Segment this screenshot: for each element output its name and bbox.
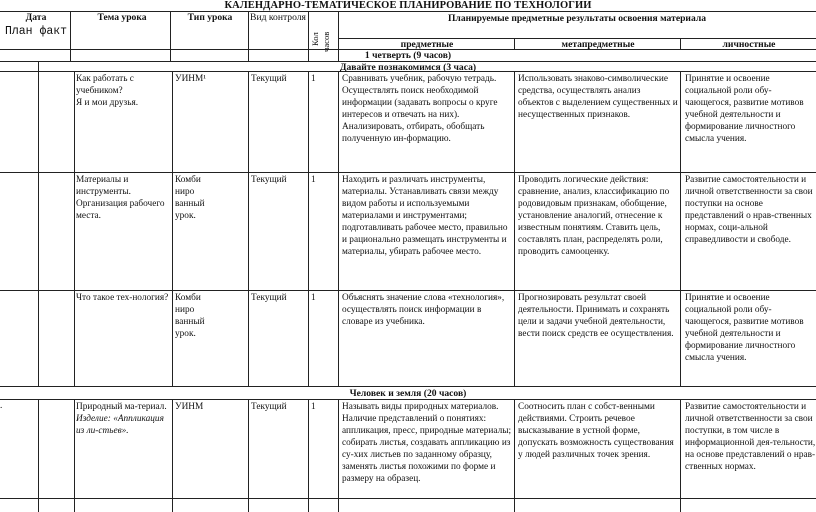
- row-topic: [76, 401, 171, 437]
- row-personal: Развитие самостоятельности и личной ответственности за свои поступки, в том числе в информационной дея-тельности, на основе представлений о нрав-ственных нормах.: [685, 402, 816, 472]
- row-topic: Материалы и инструменты. Организация рабочего места.: [76, 175, 167, 221]
- row-control: Текущий: [251, 175, 287, 185]
- row-topic-item-label: Изделие:: [76, 414, 111, 424]
- row-lesson-type: Комби ниро ванный урок.: [175, 175, 205, 221]
- header-meta-results: метапредметные: [561, 39, 635, 50]
- header-lesson-type: Тип урока: [187, 12, 233, 23]
- row-topic: Что такое тех-нология?: [76, 293, 169, 303]
- row-meta: Прогнозировать результат своей деятельности. Принимать и сохранять цели и задачи учебной деятельности, вести поиск средств ее осуществления.: [518, 293, 674, 339]
- row-subject: Называть виды природных материалов. Наличие представлений о понятиях: аппликация, пресс, природные материалы; собирать листья, создавать аппликацию из су-хих листьев по заданному образцу, заменять листья похожими по форме и размеру на образец.: [342, 402, 512, 484]
- row-number: .: [0, 401, 3, 411]
- row-meta: Проводить логические действия: сравнение, анализ, классификацию по родовидовым признакам, обобщение, установление аналогий, отнесение к известным понятиям. Ставить цель, составлять план, распределять роли, проводить самооценку.: [518, 175, 670, 257]
- row-personal: Принятие и освоение социальной роли обу-чающегося, развитие мотивов учебной деятельности и формирование личностного смысла учения.: [685, 74, 804, 144]
- header-date: Дата: [25, 12, 47, 23]
- header-hours-line2: часов: [321, 31, 331, 52]
- row-subject: Сравнивать учебник, рабочую тетрадь. Осуществлять поиск необходимой информации (задавать вопросы о круге интересов и отвечать на них). Анализировать, отбирать, обобщать полученную ин-формацию.: [342, 74, 498, 144]
- section-quarter: 1 четверть (9 часов): [364, 50, 452, 61]
- row-subject: Объяснять значение слова «технология», осуществлять поиск информации в словаре из учебника.: [342, 293, 505, 327]
- row-hours: 1: [311, 175, 316, 185]
- header-personal-results: личностные: [722, 39, 776, 50]
- row-personal: Принятие и освоение социальной роли обу-чающегося, развитие мотивов учебной деятельности и формирование личностного смысла учения.: [685, 293, 804, 363]
- row-subject: Находить и различать инструменты, материалы. Устанавливать связи между видом работы и используемыми материалами и инструментами; подготавливать рабочее место, правильно и рационально размещать инструменты и материалы, убирать рабочее место.: [342, 175, 508, 257]
- row-topic-item: «Аппликация из ли-стьев».: [76, 414, 164, 436]
- row-meta: Соотносить план с собст-венными действиями. Строить речевое высказывание в устной форме, допускать возможность существования у людей различных точек зрения.: [518, 402, 674, 460]
- section-meet: Давайте познакомимся (3 часа): [339, 62, 477, 73]
- section-earth: Человек и земля (20 часов): [349, 388, 467, 399]
- header-subject-results: предметные: [400, 39, 454, 50]
- row-control: Текущий: [251, 293, 287, 303]
- row-topic: Как работать с учебником? Я и мои друзья.: [76, 74, 139, 108]
- header-hours-line1: Кол: [310, 32, 320, 46]
- row-lesson-type: Комби ниро ванный урок.: [175, 293, 205, 339]
- row-personal: Развитие самостоятельности и личной ответственности за свои поступки на основе представлений о нрав-ственных нормах, соци-альной справедливости и свободе.: [685, 175, 813, 245]
- document-title: КАЛЕНДАРНО-ТЕМАТИЧЕСКОЕ ПЛАНИРОВАНИЕ ПО ТЕХНОЛОГИИ: [224, 0, 592, 11]
- header-results: Планируемые предметные результаты освоения материала: [447, 13, 707, 24]
- header-control-type: Вид контроля: [250, 12, 306, 23]
- row-hours: 1: [311, 74, 316, 84]
- row-meta: Использовать знаково-символические средства, осуществлять анализ объектов с выделением существенных и несущественных признаков.: [518, 74, 678, 120]
- row-hours: 1: [311, 402, 316, 412]
- header-date-plan-fact: План факт: [4, 25, 68, 38]
- header-topic: Тема урока: [97, 12, 147, 23]
- row-control: Текущий: [251, 402, 287, 412]
- row-lesson-type: УИНМ: [175, 402, 204, 412]
- row-topic-plain: Природный ма-териал.: [76, 402, 167, 412]
- row-lesson-type: УИНМ¹: [175, 74, 207, 84]
- row-hours: 1: [311, 293, 316, 303]
- row-control: Текущий: [251, 74, 287, 84]
